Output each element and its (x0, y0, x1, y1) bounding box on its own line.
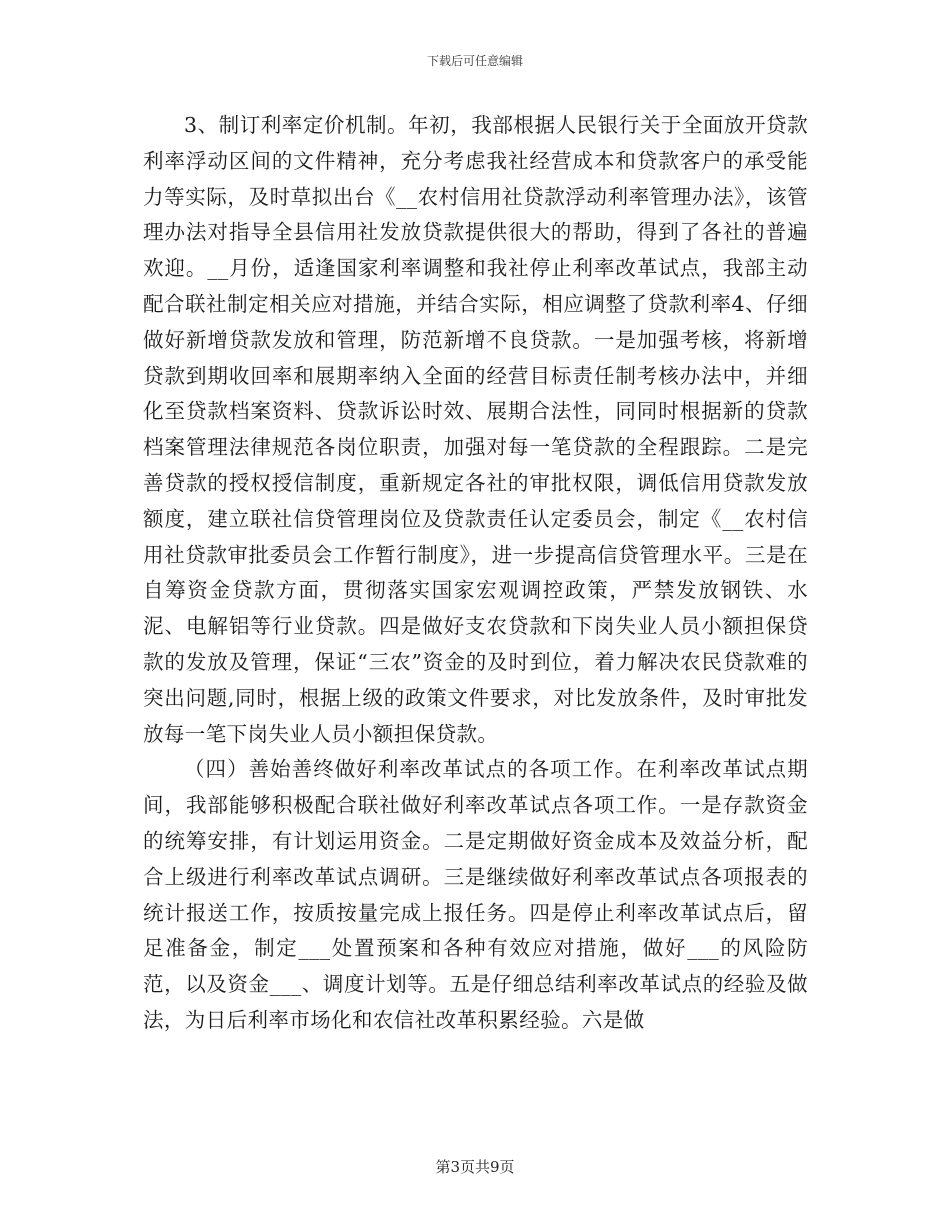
page-header: 下载后可任意编辑 (426, 54, 523, 68)
document-body (143, 108, 808, 1039)
page-number: 第3页共9页 (435, 1158, 515, 1176)
paragraph-interest-pricing: 3、制订利率定价机制。年初，我部根据人民银行关于全面放开贷款利率浮动区间的文件精神，充分考虑我社经营成本和贷款客户的承受能力等实际，及时草拟出台《__农村信用社贷款浮动利率管理办法》，该管理办法对指导全县信用社发放贷款提供很大的帮助，得到了各社的普遍欢迎。__月份，适逢国家利率调整和我社停止利率改革试点，我部主动配合联社制定相关应对措施，并结合实际，相应调整了贷款利率4、仔细做好新增贷款发放和管理，防范新增不良贷款。一是加强考核，将新增贷款到期收回率和展期率纳入全面的经营目标责任制考核办法中，并细化至贷款档案资料、贷款诉讼时效、展期合法性，同同时根据新的贷款档案管理法律规范各岗位职责，加强对每一笔贷款的全程跟踪。二是完善贷款的授权授信制度，重新规定各社的审批权限，调低信用贷款发放额度，建立联社信贷管理岗位及贷款责任认定委员会，制定《__农村信用社贷款审批委员会工作暂行制度》，进一步提高信贷管理水平。三是在自筹资金贷款方面，贯彻落实国家宏观调控政策，严禁发放钢铁、水泥、电解铝等行业贷款。四是做好支农贷款和下岗失业人员小额担保贷款的发放及管理，保证“三农”资金的及时到位，着力解决农民贷款难的突出问题,同时，根据上级的政策文件要求，对比发放条件，及时审批发放每一笔下岗失业人员小额担保贷款。 (143, 113, 808, 746)
paragraph-rate-reform-pilot: （四）善始善终做好利率改革试点的各项工作。在利率改革试点期间，我部能够积极配合联社做好利率改革试点各项工作。一是存款资金的统筹安排，有计划运用资金。二是定期做好资金成本及效益分析，配合上级进行利率改革试点调研。三是继续做好利率改革试点各项报表的统计报送工作，按质按量完成上报任务。四是停止利率改革试点后，留足准备金，制定___处置预案和各种有效应对措施，做好___的风险防范，以及资金___、调度计划等。五是仔细总结利率改革试点的经验及做法，为日后利率市场化和农信社改革积累经验。六是做 (143, 757, 808, 1032)
